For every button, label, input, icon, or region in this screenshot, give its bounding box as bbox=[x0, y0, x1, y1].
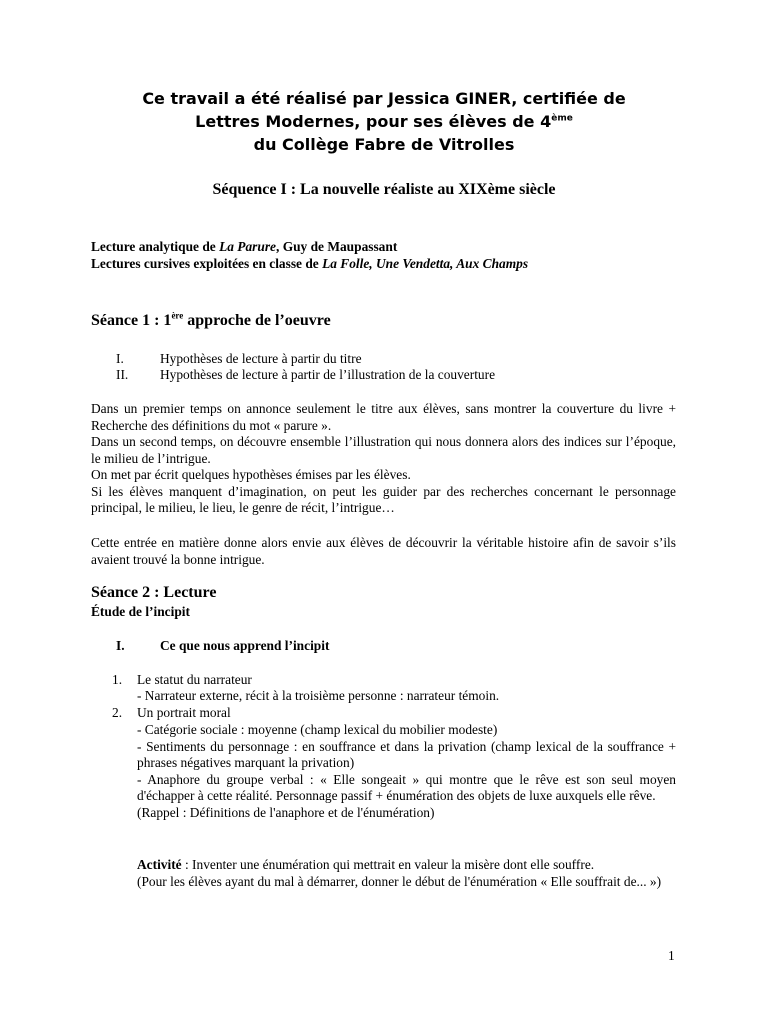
reading-line-2 bbox=[91, 256, 528, 273]
reading-line-1-post: , Guy de Maupassant bbox=[276, 239, 398, 254]
seance2-subtitle: Étude de l’incipit bbox=[91, 604, 190, 619]
seance1-title-pre: Séance 1 : 1 bbox=[91, 312, 172, 329]
seance2-activity-label: Activité bbox=[137, 857, 182, 872]
header-line-3: du Collège Fabre de Vitrolles bbox=[253, 135, 515, 154]
reading-line-1 bbox=[91, 239, 397, 256]
page-number: 1 bbox=[668, 948, 675, 963]
reading-line-2-titles: La Folle, Une Vendetta, Aux Champs bbox=[322, 256, 529, 271]
seance2-item-2-body bbox=[137, 722, 676, 821]
seance2-item-2-line: (Rappel : Définitions de l'anaphore et de l'énumération) bbox=[137, 804, 435, 820]
seance2-item-2-line: - Anaphore du groupe verbal : « Elle songeait » qui montre que le rêve est son seul moyen d'échapper à cette réalité. Personnage passif + énumération des objets de luxe auxquels elle rêve. bbox=[137, 771, 676, 803]
seance2-activity-text: : Inventer une énumération qui mettrait en valeur la misère dont elle souffre. bbox=[181, 857, 595, 872]
seance2-item-2-title: Un portrait moral bbox=[137, 705, 231, 720]
reading-line-2-pre: Lectures cursives exploitées en classe de bbox=[91, 256, 323, 271]
seance1-title-post: approche de l’oeuvre bbox=[183, 312, 331, 329]
seance1-paragraph-1 bbox=[91, 401, 676, 517]
seance1-title-sup: ère bbox=[171, 310, 184, 321]
seance2-item-1-num: 1. bbox=[112, 672, 123, 687]
header-line-1: Ce travail a été réalisé par Jessica GINER, certifiée de bbox=[142, 89, 626, 108]
header-line-2 bbox=[60, 114, 708, 131]
seance1-item-2-text: Hypothèses de lecture à partir de l’illustration de la couverture bbox=[160, 367, 496, 382]
seance1-title bbox=[91, 310, 331, 330]
seance2-item-2-line: - Sentiments du personnage : en souffrance et dans la privation (champ lexical de la souffrance + phrases négatives marquant la privation) bbox=[137, 738, 676, 770]
header-line-2-sup: ème bbox=[551, 113, 573, 124]
seance2-activity-note: (Pour les élèves ayant du mal à démarrer, donner le début de l'énumération « Elle souffrait de... ») bbox=[137, 873, 662, 889]
reading-line-1-pre: Lecture analytique de bbox=[91, 239, 220, 254]
seance1-paragraph-1-sentence: Dans un premier temps on annonce seulement le titre aux élèves, sans montrer la couverture du livre + Recherche des définitions du mot « parure ». bbox=[91, 401, 676, 433]
seance1-paragraph-1-sentence: On met par écrit quelques hypothèses émises par les élèves. bbox=[91, 467, 411, 482]
seance2-activity bbox=[137, 857, 676, 890]
header-line-2-text: Lettres Modernes, pour ses élèves de 4 bbox=[195, 112, 552, 131]
seance1-paragraph-1-sentence: Dans un second temps, on découvre ensemble l’illustration qui nous donnera alors des indices sur l’époque, le milieu de l’intrigue. bbox=[91, 434, 676, 466]
seance2-section-num: I. bbox=[116, 638, 125, 653]
reading-line-1-title: La Parure bbox=[219, 239, 276, 254]
seance2-activity-line bbox=[137, 857, 676, 874]
seance1-paragraph-2: Cette entrée en matière donne alors envie aux élèves de découvrir la véritable histoire afin de savoir s’ils avaient trouvé la bonne intrigue. bbox=[91, 535, 676, 567]
seance1-item-1-num: I. bbox=[116, 351, 124, 366]
seance2-item-1-title: Le statut du narrateur bbox=[137, 672, 252, 687]
seance1-paragraph-1-sentence: Si les élèves manquent d’imagination, on peut les guider par des recherches concernant le personnage principal, le milieu, le lieu, le genre de récit, l’intrigue… bbox=[91, 483, 676, 515]
seance2-item-2-num: 2. bbox=[112, 705, 123, 720]
seance2-item-2-line: - Catégorie sociale : moyenne (champ lexical du mobilier modeste) bbox=[137, 722, 498, 737]
seance1-item-2-num: II. bbox=[116, 367, 129, 382]
sequence-title: Séquence I : La nouvelle réaliste au XIXème siècle bbox=[212, 181, 556, 198]
seance2-section-title: Ce que nous apprend l’incipit bbox=[160, 638, 330, 653]
seance1-item-1-text: Hypothèses de lecture à partir du titre bbox=[160, 351, 362, 366]
seance2-title: Séance 2 : Lecture bbox=[91, 584, 217, 601]
seance2-item-1-line: - Narrateur externe, récit à la troisième personne : narrateur témoin. bbox=[137, 688, 500, 703]
